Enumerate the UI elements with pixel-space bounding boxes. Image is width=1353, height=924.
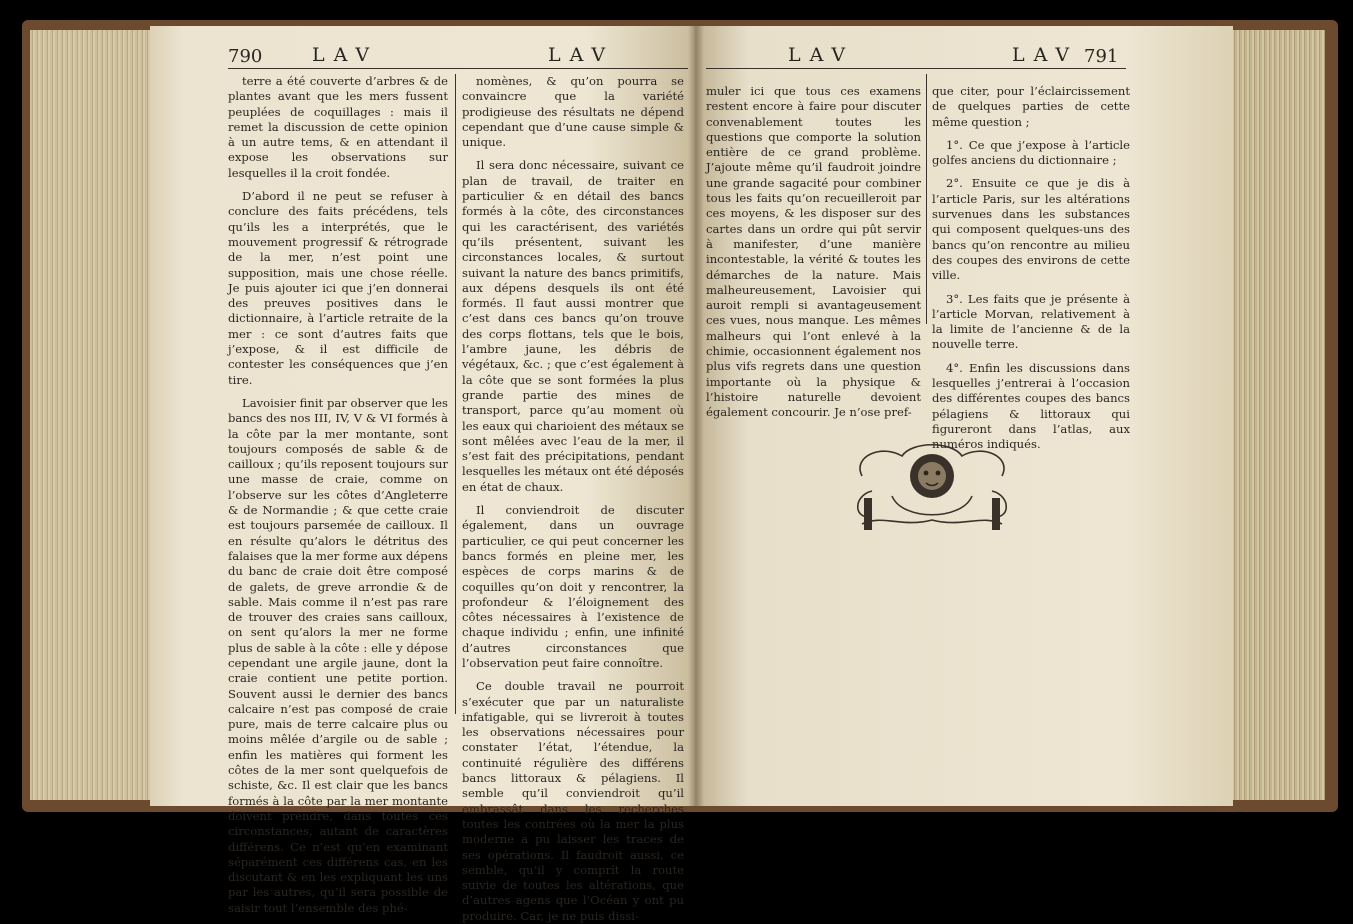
column-rule-left: [455, 74, 456, 714]
page-edges-right: [1225, 30, 1325, 800]
page-edges-left: [30, 30, 158, 800]
left-page-column-2: [462, 74, 684, 923]
paragraph: Il conviendroit de discuter également, dans un ouvrage particulier, ce qui peut concerner les bancs formés en pleine mer, les espèces de corps marins & de coquilles qu’on doit y rencontrer, la profondeur & l’éloignement des côtes nécessaires à l’existence de chaque individu ; enfin, une infinité d’autres circonstances que l’observation peut faire connoître.: [462, 503, 684, 670]
lion-mask-ornament-icon: [842, 436, 1022, 536]
left-page-header-left: LAV: [312, 44, 379, 66]
right-page-header-left: LAV: [788, 44, 855, 66]
right-page-column-2: [932, 84, 1130, 452]
paragraph: terre a été couverte d’arbres & de plantes avant que les mers fussent peuplées de coquillages : mais il remet la discussion de cette opinion à un autre tems, & en attendant il expose les observations sur lesquelles il la croit fondée.: [228, 74, 448, 180]
left-page-header-right: LAV: [548, 44, 615, 66]
right-page-number: 791: [1084, 46, 1119, 67]
paragraph: 3°. Les faits que je présente à l’article Morvan, relativement à la limite de l’ancienne & de la nouvelle terre.: [932, 291, 1130, 352]
column-rule-right: [926, 74, 927, 324]
right-page-header-right: LAV: [1012, 44, 1079, 66]
right-header-rule: [706, 68, 1126, 69]
paragraph: D’abord il ne peut se refuser à conclure des faits précédens, tels qu’ils les a interprétés, que le mouvement progressif & rétrograde de la mer, n’est point une supposition, mais une chose réelle. Je puis ajouter ici que j’en donnerai des preuves positives dans le dictionnaire, à l’article retraite de la mer : ce sont d’autres faits que j’expose, & il est difficile de contester les conséquences que j’en tire.: [228, 189, 448, 387]
paragraph: 2°. Ensuite ce que je dis à l’article Paris, sur les altérations survenues dans les substances qui composent quelques-uns des bancs qu’on rencontre au milieu des coupes des environs de cette ville.: [932, 176, 1130, 283]
paragraph: 4°. Enfin les discussions dans lesquelles j’entrerai à l’occasion des différentes coupes des bancs pélagiens & littoraux qui figureront dans l’atlas, aux numéros indiqués.: [932, 360, 1130, 452]
right-page-column-1: [706, 84, 921, 420]
paragraph: Lavoisier finit par observer que les bancs des nos III, IV, V & VI formés à la côte par la mer montante, sont toujours composés de sable & de cailloux ; qu’ils reposent toujours sur une masse de craie, comme on l’observe sur les côtes d’Angleterre & de Normandie ; & que cette craie est toujours parsemée de cailloux. Il en résulte qu’alors le détritus des falaises que la mer forme aux dépens du banc de craie doit être composé de galets, de greve arrondie & de sable. Mais comme il n’est pas rare de trouver des craies sans cailloux, on sent qu’alors la mer ne forme plus de sable à la côte : elle y dépose cependant une argile jaune, dont la craie contient une petite portion. Souvent aussi le dernier des bancs calcaire n’est pas composé de craie pure, mais de terre calcaire plus ou moins mêlée d’argile ou de sable ; enfin les matières qui forment les côtes de la mer sont quelquefois de schiste, &c. Il est clair que les bancs formés à la côte par la mer montante doivent prendre, dans toutes ces circonstances, autant de caractères différens. Ce n’est qu’en examinant séparément ces différens cas, en les discutant & en les expliquant les uns par les autres, qu’il sera possible de saisir tout l’ensemble des phé-: [228, 395, 448, 915]
paragraph: muler ici que tous ces examens restent encore à faire pour discuter convenablement toutes les questions que comporte la solution entière de ce grand problème. J’ajoute même qu’il faudroit joindre une grande sagacité pour combiner tous les faits qu’on recueilleroit par ces moyens, & les disposer sur des cartes dans un ordre qui pût servir à manifester, d’une manière incontestable, la vérité & toutes les démarches de la nature. Mais malheureusement, Lavoisier qui auroit rempli si avantageusement ces vues, nous manque. Les mêmes malheurs qui l’ont enlevé à la chimie, occasionnent également nos plus vifs regrets dans une question importante où la physique & l’histoire naturelle devoient également concourir. Je n’ose pref-: [706, 84, 921, 420]
book-gutter: [688, 26, 704, 806]
paragraph: Il sera donc nécessaire, suivant ce plan de travail, de traiter en particulier & en détail des bancs formés à la côte, des circonstances qui les caractérisent, des variétés qu’ils présentent, suivant les circonstances locales, & surtout suivant la nature des bancs primitifs, aux dépens desquels ils ont été formés. Il faut aussi montrer que c’est dans ces bancs qu’on trouve des corps flottans, tels que le bois, l’ambre jaune, les débris de végétaux, &c. ; que c’est également à la côte que se sont formées la plus grande partie des mines de transport, parce qu’au moment où les eaux qui charioient des métaux se sont mêlées avec l’eau de la mer, il s’est fait des précipitations, pendant lesquelles les métaux ont été déposés en état de chaux.: [462, 158, 684, 494]
paragraph: Ce double travail ne pourroit s’exécuter que par un naturaliste infatigable, qui se livreroit à toutes les observations nécessaires pour constater l’état, l’étendue, la continuité régulière des différens bancs littoraux & pélagiens. Il semble qu’il conviendroit qu’il embrassât dans les recherches toutes les contrées où la mer la plus moderne a pu laisser les traces de ses opérations. Il faudroit aussi, ce semble, qu’il y comprît la route suivie de toutes les altérations, que d’autres agens que l’Océan y ont pu produire. Car, je ne puis dissi-: [462, 679, 684, 923]
left-page-number: 790: [228, 46, 263, 67]
paragraph: nomènes, & qu’on pourra se convaincre que la variété prodigieuse des résultats ne dépend cependant que d’une cause simple & unique.: [462, 74, 684, 150]
paragraph: que citer, pour l’éclaircissement de quelques parties de cette même question ;: [932, 84, 1130, 129]
paragraph: 1°. Ce que j’expose à l’article golfes anciens du dictionnaire ;: [932, 137, 1130, 168]
left-header-rule: [228, 68, 688, 69]
left-page-column-1: [228, 74, 448, 915]
